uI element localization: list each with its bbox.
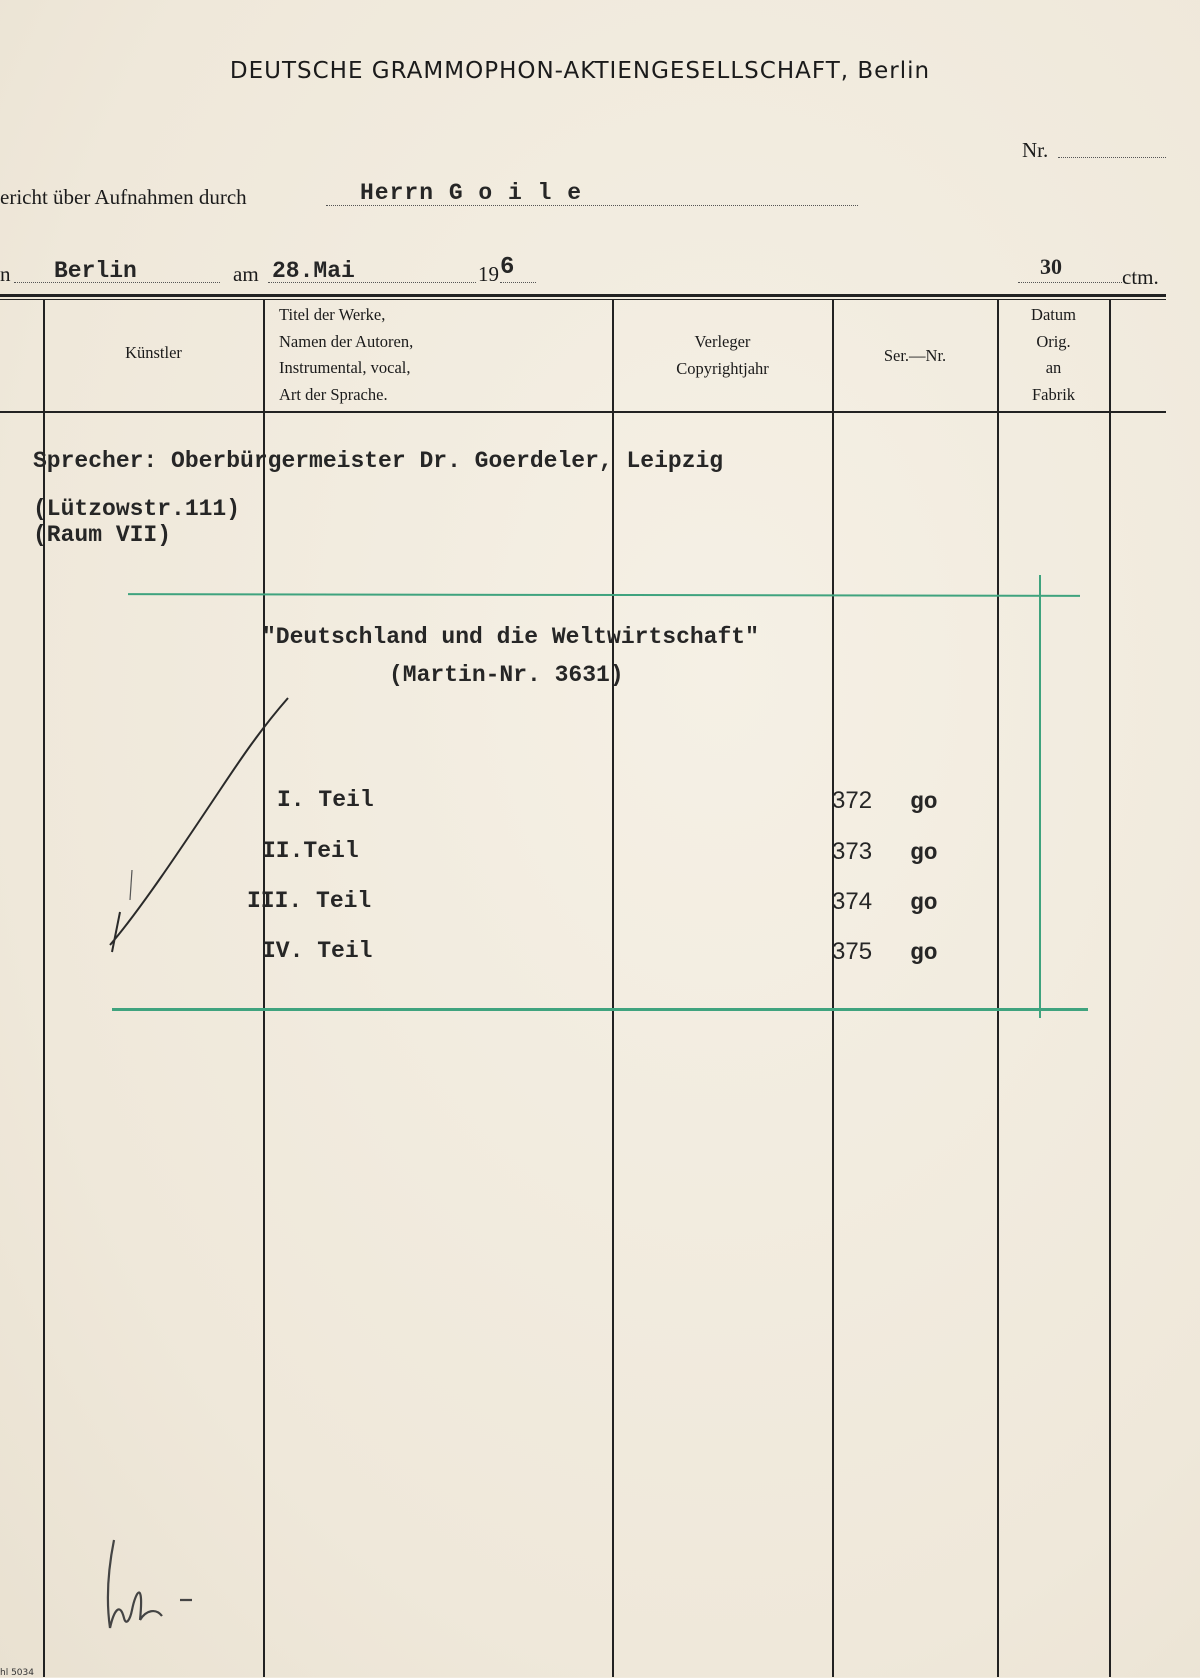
- header-rule-top-thin: [0, 299, 1166, 300]
- column-divider-2: [263, 300, 265, 1677]
- part-1-suffix: go: [910, 789, 938, 815]
- part-2-suffix: go: [910, 840, 938, 866]
- size-value: 30: [1040, 254, 1062, 279]
- speaker-line: Sprecher: Oberbürgermeister Dr. Goerdeler, Leipzig: [33, 448, 724, 474]
- datum-line-4: Fabrik: [1031, 384, 1076, 404]
- titel-line-1: Titel der Werke,: [279, 305, 386, 324]
- green-line-bottom: [112, 1008, 1088, 1011]
- column-divider-6: [1109, 300, 1111, 1677]
- column-header-titel: [279, 302, 609, 408]
- bericht-value: Herrn G o i l e: [360, 180, 583, 206]
- column-header-sernr: Ser.—Nr.: [883, 346, 947, 365]
- form-number: hl 5034: [0, 1668, 34, 1678]
- verleger-line-1: Verleger: [694, 332, 751, 351]
- year-prefix: 19: [478, 262, 499, 286]
- green-line-right: [1039, 575, 1041, 1018]
- part-4-label: IV. Teil: [262, 938, 373, 964]
- part-4-suffix: go: [910, 940, 938, 966]
- in-label: n: [0, 262, 11, 286]
- nr-field: [1058, 157, 1166, 158]
- datum-line-3: an: [1045, 358, 1062, 377]
- part-1-label: I. Teil: [277, 787, 374, 813]
- column-divider-5: [997, 300, 999, 1677]
- bericht-label: ericht über Aufnahmen durch: [0, 185, 247, 209]
- column-divider-4: [832, 300, 834, 1677]
- column-header-rule: [0, 411, 1166, 413]
- part-4-sernr: 375: [832, 938, 873, 965]
- header-rule-top: [0, 294, 1166, 297]
- column-divider-3: [612, 300, 614, 1677]
- handwritten-initials-icon: [96, 1530, 236, 1640]
- location-line-2: (Raum VII): [33, 522, 172, 548]
- martin-number: (Martin-Nr. 3631): [389, 662, 624, 688]
- titel-line-2: Namen der Autoren,: [279, 331, 414, 351]
- verleger-line-2: Copyrightjahr: [676, 358, 769, 378]
- datum-line-1: Datum: [1031, 305, 1076, 324]
- location-line-1: (Lützowstr.111): [33, 496, 241, 522]
- datum-line-2: Orig.: [1036, 331, 1071, 351]
- titel-line-3: Instrumental, vocal,: [279, 358, 411, 377]
- column-header-verleger: [613, 329, 832, 382]
- date-value: 28.Mai: [272, 258, 355, 284]
- part-2-label: II.Teil: [262, 838, 359, 864]
- company-heading: DEUTSCHE GRAMMOPHON-AKTIENGESELLSCHAFT, Berlin: [229, 58, 931, 84]
- part-3-suffix: go: [910, 890, 938, 916]
- part-3-sernr: 374: [832, 888, 873, 915]
- am-label: am: [233, 262, 259, 286]
- work-title: "Deutschland und die Weltwirtschaft": [262, 624, 759, 650]
- size-dotline: [1018, 282, 1122, 283]
- year-dotline: [500, 282, 536, 283]
- column-header-datum: [998, 302, 1109, 408]
- part-1-sernr: 372: [832, 787, 873, 814]
- checkmark-icon: [100, 690, 300, 970]
- place-value: Berlin: [54, 258, 137, 284]
- year-value: 6: [500, 254, 515, 281]
- part-2-sernr: 373: [832, 838, 873, 865]
- column-header-kuenstler: Künstler: [125, 343, 182, 362]
- nr-label: Nr.: [1022, 138, 1049, 162]
- ctm-label: ctm.: [1122, 265, 1159, 289]
- part-3-label: III. Teil: [247, 888, 372, 914]
- titel-line-4: Art der Sprache.: [279, 384, 388, 404]
